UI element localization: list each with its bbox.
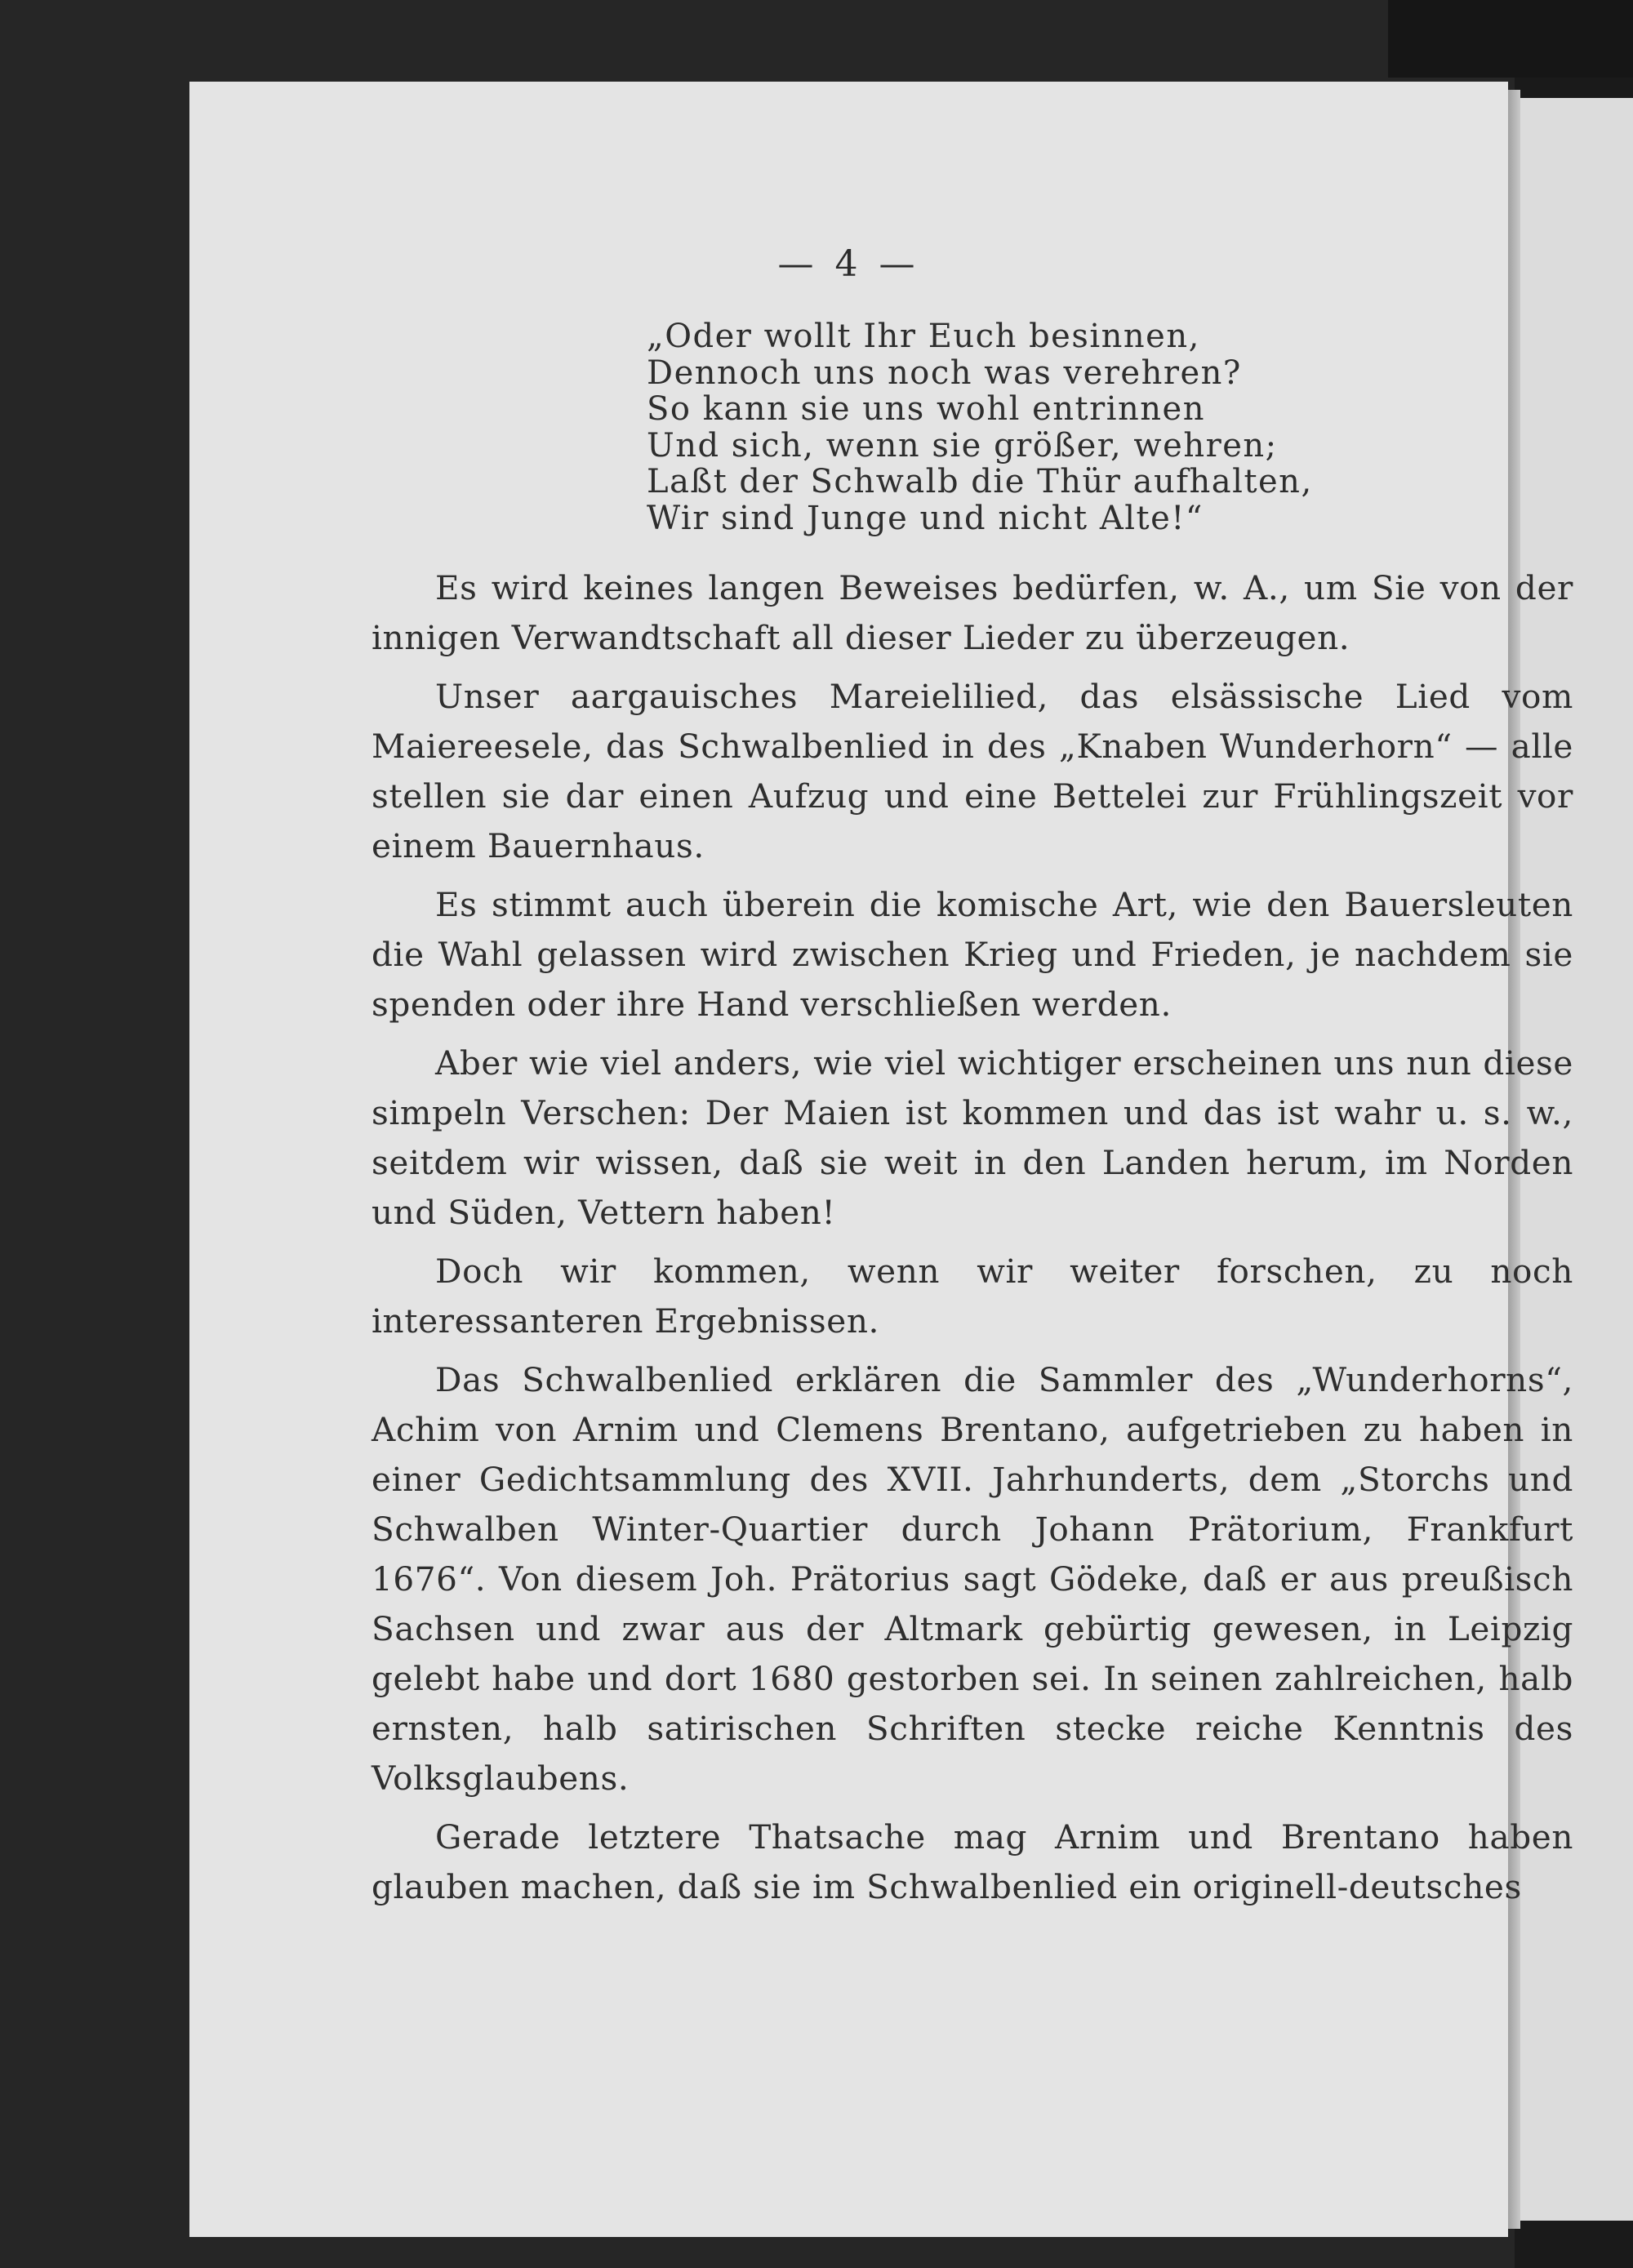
paragraph: Das Schwalbenlied erklären die Sammler des „Wunderhorns“, Achim von Arnim und Clemens Brentano, aufgetrieben zu haben in einer Gedichtsammlung des XVII. Jahrhunderts, dem „Storchs und Schwalben Winter-Quartier durch Johann Prätorium, Frankfurt 1676“. Von diesem Joh. Prätorius sagt Gödeke, daß er aus preußisch Sachsen und zwar aus der Altmark gebürtig gewesen, in Leipzig gelebt habe und dort 1680 gestorben sei. In seinen zahlreichen, halb ernsten, halb satirischen Schriften stecke reiche Kenntnis des Volksglaubens. xyxy=(372,1360,1573,1798)
verse-line: So kann sie uns wohl entrinnen xyxy=(647,390,1205,428)
page-number: — 4 — xyxy=(777,243,920,285)
paragraph: Es wird keines langen Beweises bedürfen, w. A., um Sie von der innigen Verwandtschaft all dieser Lieder zu überzeugen. xyxy=(372,568,1573,657)
paragraph: Es stimmt auch überein die komische Art, wie den Bauersleuten die Wahl gelassen wird zwischen Krieg und Frieden, je nachdem sie spenden oder ihre Hand verschließen werden. xyxy=(372,885,1573,1024)
paragraph: Unser aargauisches Mareielilied, das elsässische Lied vom Maiereesele, das Schwalbenlied in des „Knaben Wunderhorn“ — alle stellen sie dar einen Aufzug und eine Bettelei zur Frühlingszeit vor einem Bauernhaus. xyxy=(372,677,1573,865)
paragraph: Doch wir kommen, wenn wir weiter forschen, zu noch interessanteren Ergebnissen. xyxy=(372,1252,1573,1341)
book-binding-top xyxy=(1388,0,1633,78)
verse-line: Wir sind Junge und nicht Alte!“ xyxy=(647,499,1204,537)
verse-line: Und sich, wenn sie größer, wehren; xyxy=(647,426,1278,465)
body-text xyxy=(372,563,1573,1921)
verse-block xyxy=(647,318,1431,536)
paragraph: Aber wie viel anders, wie viel wichtiger erscheinen uns nun diese simpeln Verschen: Der Maien ist kommen und das ist wahr u. s. w., seitdem wir wissen, daß sie weit in den Landen herum, im Norden und Süden, Vettern haben! xyxy=(372,1043,1573,1232)
verse-line: Dennoch uns noch was verehren? xyxy=(647,354,1242,392)
verse-line: „Oder wollt Ihr Euch besinnen, xyxy=(647,318,1200,355)
verse-line: Laßt der Schwalb die Thür aufhalten, xyxy=(647,463,1313,500)
paragraph: Gerade letztere Thatsache mag Arnim und Brentano haben glauben machen, daß sie im Schwalbenlied ein originell-deutsches xyxy=(372,1817,1573,1906)
book-page xyxy=(189,82,1573,2237)
